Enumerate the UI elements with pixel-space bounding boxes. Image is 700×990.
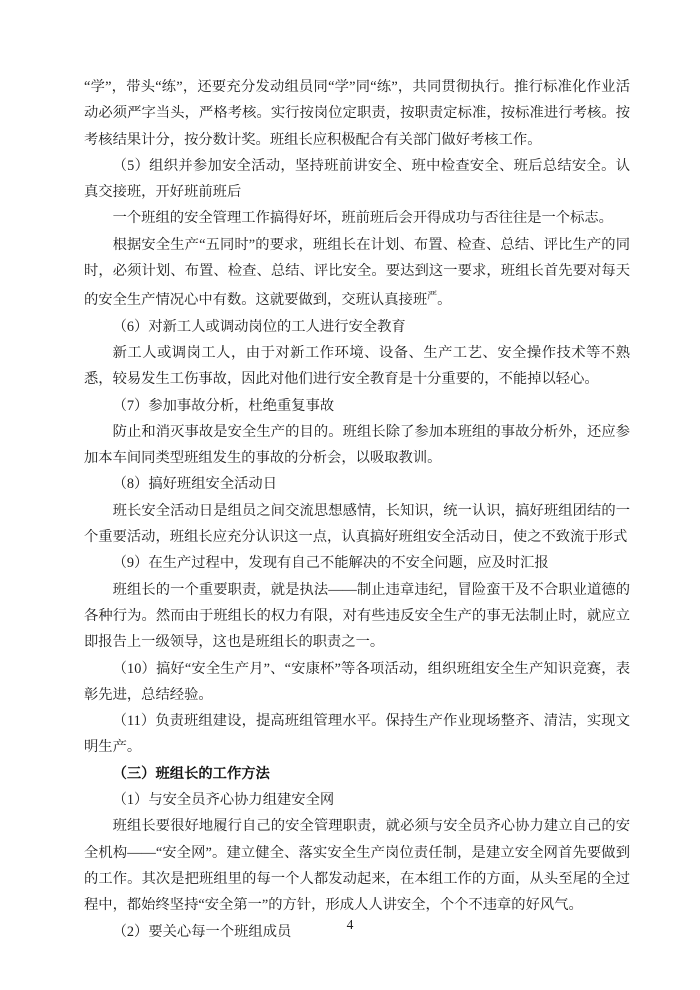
text-run: 。 [437,292,452,309]
section-heading [84,761,630,787]
paragraph [84,340,630,393]
paragraph [84,550,630,576]
paragraph [84,813,630,918]
text-run: （三）班组长的工作方法 [112,765,270,782]
paragraph [84,498,630,551]
text-run: 防止和消灭事故是安全生产的目的。班组长除了参加本班组的事故分析外，还应参加本车间同类型班组发生的事故的分析会，以吸取教训。 [84,423,630,467]
paragraph [84,656,630,709]
text-run: 班组长要很好地履行自己的安全管理职责，就必须与安全员齐心协力建立自己的安全机构——“安全网”。建立健全、落实安全生产岗位责任制，是建立安全网首先要做到的工作。其次是把班组里的每一个人都发动起来，在本组工作的方面，从头至尾的全过程中，都始终坚持“安全第一”的方针，形成人人讲安全，个个不违章的好风气。 [84,818,631,914]
text-run: （5）组织并参加安全活动，坚持班前讲安全、班中检查安全、班后总结安全。认真交接班，开好班前班后 [84,157,630,201]
text-run: （11）负责班组建设，提高班组管理水平。保持生产作业现场整齐、清洁，实现文明生产。 [84,713,630,756]
paragraph [84,205,630,231]
paragraph [84,471,630,497]
text-run: 根据安全生产“五同时”的要求，班组长在计划、布置、检查、总结、评比生产的同时，必须计划、布置、检查、总结、评比安全。要达到这一要求，班组长首先要对每天的安全生产情况心中有数。这就要做到，交班认真接班 [84,236,630,309]
text-run: 一个班组的安全管理工作搞得好坏，班前班后会开得成功与否往往是一个标志。 [112,210,613,227]
paragraph [84,577,630,656]
text-run: 班组长的一个重要职责，就是执法——制止违章违纪，冒险蛮干及不合职业道德的各种行为。然而由于班组长的权力有限，对有些违反安全生产的事无法制止时，就应立即报告上一级领导，这也是班组长的职责之一。 [84,581,630,651]
paragraph [84,153,630,206]
paragraph [84,314,630,340]
text-run: （9）在生产过程中，发现有自己不能解决的不安全问题，应及时汇报 [112,555,549,572]
text-run: （6）对新工人或调动岗位的工人进行安全教育 [112,318,406,335]
paragraph [84,232,630,314]
text-run: （10）搞好“安全生产月”、“安康杯”等各项活动，组织班组安全生产知识竞赛，表彰先进，总结经验。 [84,660,630,703]
text-run: 班长安全活动日是组员之间交流思想感情，长知识，统一认识，搞好班组团结的一个重要活动，班组长应充分认识这一点，认真搞好班组安全活动日，使之不致流于形式 [84,502,630,546]
text-run: （2）要关心每一个班组成员 [112,923,292,940]
paragraph [84,787,630,813]
paragraph [84,708,630,761]
paragraph [84,393,630,419]
superscript-text-run: 严 [427,291,438,303]
text-run: （8）搞好班组安全活动日 [112,476,278,493]
paragraph [84,419,630,472]
document-body [84,74,630,945]
text-run: （1）与安全员齐心协力组建安全网 [112,792,335,809]
text-run: “学”，带头“练”，还要充分发动组员同“学”同“练”，共同贯彻执行。推行标准化作业活动必须严字当头，严格考核。实行按岗位定职责，按职责定标准，按标准进行考核。按考核结果计分，按分数计奖。班组长应积极配合有关部门做好考核工作。 [84,79,630,148]
text-run: 新工人或调岗工人，由于对新工作环境、设备、生产工艺、安全操作技术等不熟悉，较易发生工伤事故，因此对他们进行安全教育是十分重要的，不能掉以轻心。 [84,344,630,388]
page-footer [0,916,700,934]
paragraph [84,74,630,153]
text-run: （7）参加事故分析，杜绝重复事故 [112,397,335,414]
page-number: 4 [346,917,354,932]
